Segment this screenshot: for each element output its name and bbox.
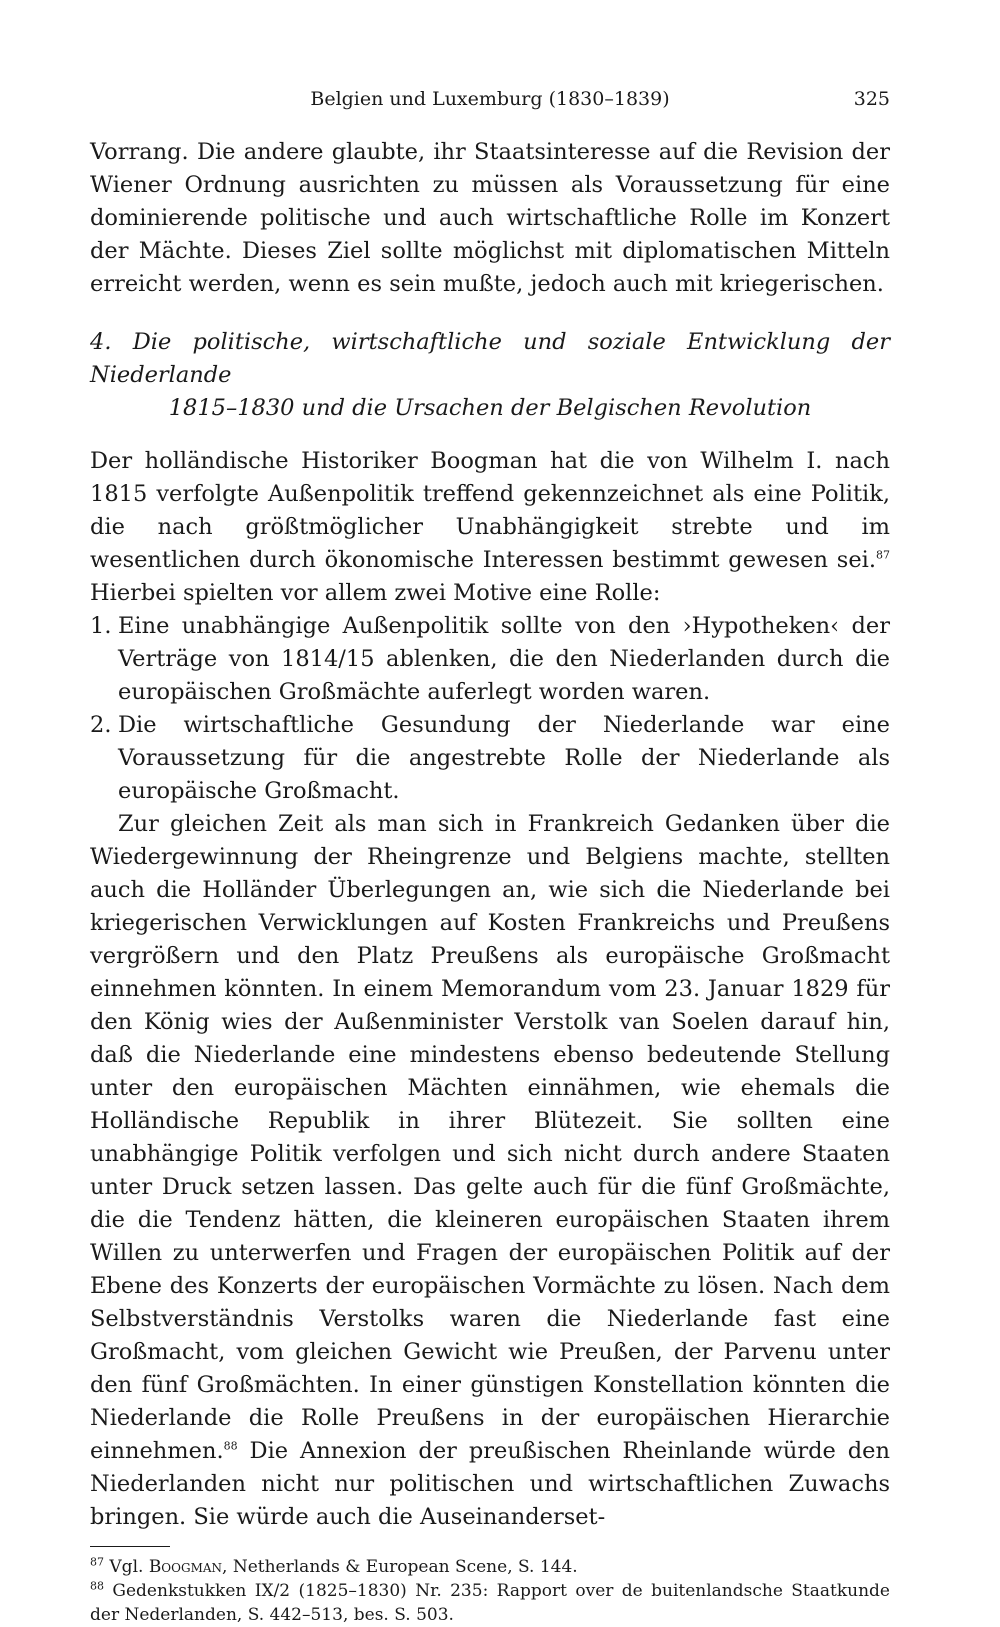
section-heading-line-2: 1815–1830 und die Ursachen der Belgischen Revolution [168,395,812,421]
footnote-text: , Netherlands & European Scene, S. 144. [222,1557,578,1577]
running-title: Belgien und Luxemburg (1830–1839) [310,88,670,110]
section-heading-line-1: 4. Die politische, wirtschaftliche und soziale Entwicklung der Niederlande [90,329,890,388]
section-heading [90,326,890,425]
footnote-ref-87[interactable]: 87 [876,548,890,562]
footnote-divider [90,1546,170,1547]
paragraph-intro-text: Der holländische Historiker Boogman hat die von Wilhelm I. nach 1815 verfolgte Außenpolitik treffend gekennzeichnet als eine Politik, die nach größtmöglicher Unabhängigkeit strebte und im wesentlichen durch ökonomische Interessen bestimmt gewesen sei. [90,448,890,573]
paragraph-main-text-cont: Die Annexion der preußischen Rheinlande würde den Niederlanden nicht nur politischen und wirtschaftlichen Zuwachs bringen. Sie würde auch die Auseinanderset- [90,1438,890,1530]
footnote-87 [90,1555,890,1579]
paragraph-main [90,808,890,1534]
list-item-text: Die wirtschaftliche Gesundung der Niederlande war eine Voraussetzung für die angestrebte Rolle der Niederlande als europäische Großmacht. [118,712,890,804]
footnote-ref-88[interactable]: 88 [223,1439,238,1453]
paragraph-main-text: Zur gleichen Zeit als man sich in Frankreich Gedanken über die Wiedergewinnung der Rheingrenze und Belgiens machte, stellten auch die Holländer Überlegungen an, wie sich die Niederlande bei kriegerischen Verwicklungen auf Kosten Frankreichs und Preußens vergrößern und den Platz Preußens als europäische Großmacht einnehmen könnten. In einem Memorandum vom 23. Januar 1829 für den König wies der Außenminister Verstolk van Soelen darauf hin, daß die Niederlande eine mindestens ebenso bedeutende Stellung unter den europäischen Mächten einnähmen, wie ehemals die Holländische Republik in ihrer Blütezeit. Sie sollten eine unabhängige Politik verfolgen und sich nicht durch andere Staaten unter Druck setzen lassen. Das gelte auch für die fünf Großmächte, die die Tendenz hätten, die kleineren europäischen Staaten ihrem Willen zu unterwerfen und Fragen der europäischen Politik auf der Ebene des Konzerts der europäischen Vormächte zu lösen. Nach dem Selbstverständnis Verstolks waren die Niederlande fast eine Großmacht, vom gleichen Gewicht wie Preußen, der Parvenu unter den fünf Großmächten. In einer günstigen Konstellation könnten die Niederlande die Rolle Preußens in der europäischen Hierarchie einnehmen. [90,811,890,1464]
footnotes [90,1555,890,1627]
book-page [90,88,890,1627]
motives-list [90,610,890,808]
footnote-number: 88 [90,1579,104,1593]
body-text [90,136,890,1534]
list-item [90,610,890,709]
running-header [90,88,890,118]
list-item [90,709,890,808]
footnote-88 [90,1579,890,1627]
list-item-number: 2. [90,712,112,738]
list-item-text: Eine unabhängige Außenpolitik sollte von den ›Hypotheken‹ der Verträge von 1814/15 ablenken, die den Niederlanden durch die europäischen Großmächte auferlegt worden waren. [118,613,890,705]
list-item-number: 1. [90,613,112,639]
paragraph-continuation: Vorrang. Die andere glaubte, ihr Staatsinteresse auf die Revision der Wiener Ordnung ausrichten zu müssen als Voraussetzung für eine dominierende politische und auch wirtschaftliche Rolle im Konzert der Mächte. Dieses Ziel sollte möglichst mit diplomatischen Mitteln erreicht werden, wenn es sein mußte, jedoch auch mit kriegerischen. [90,139,890,297]
footnote-number: 87 [90,1555,104,1569]
page-number: 325 [853,88,890,110]
footnote-text: Gedenkstukken IX/2 (1825–1830) Nr. 235: Rapport over de buitenlandsche Staatkunde der Nederlanden, S. 442–513, bes. S. 503. [90,1581,890,1625]
footnote-prefix: Vgl. [109,1557,149,1577]
paragraph-intro [90,445,890,610]
footnote-author: Boogman [148,1557,223,1577]
paragraph-intro-text-cont: Hierbei spielten vor allem zwei Motive eine Rolle: [90,580,661,606]
